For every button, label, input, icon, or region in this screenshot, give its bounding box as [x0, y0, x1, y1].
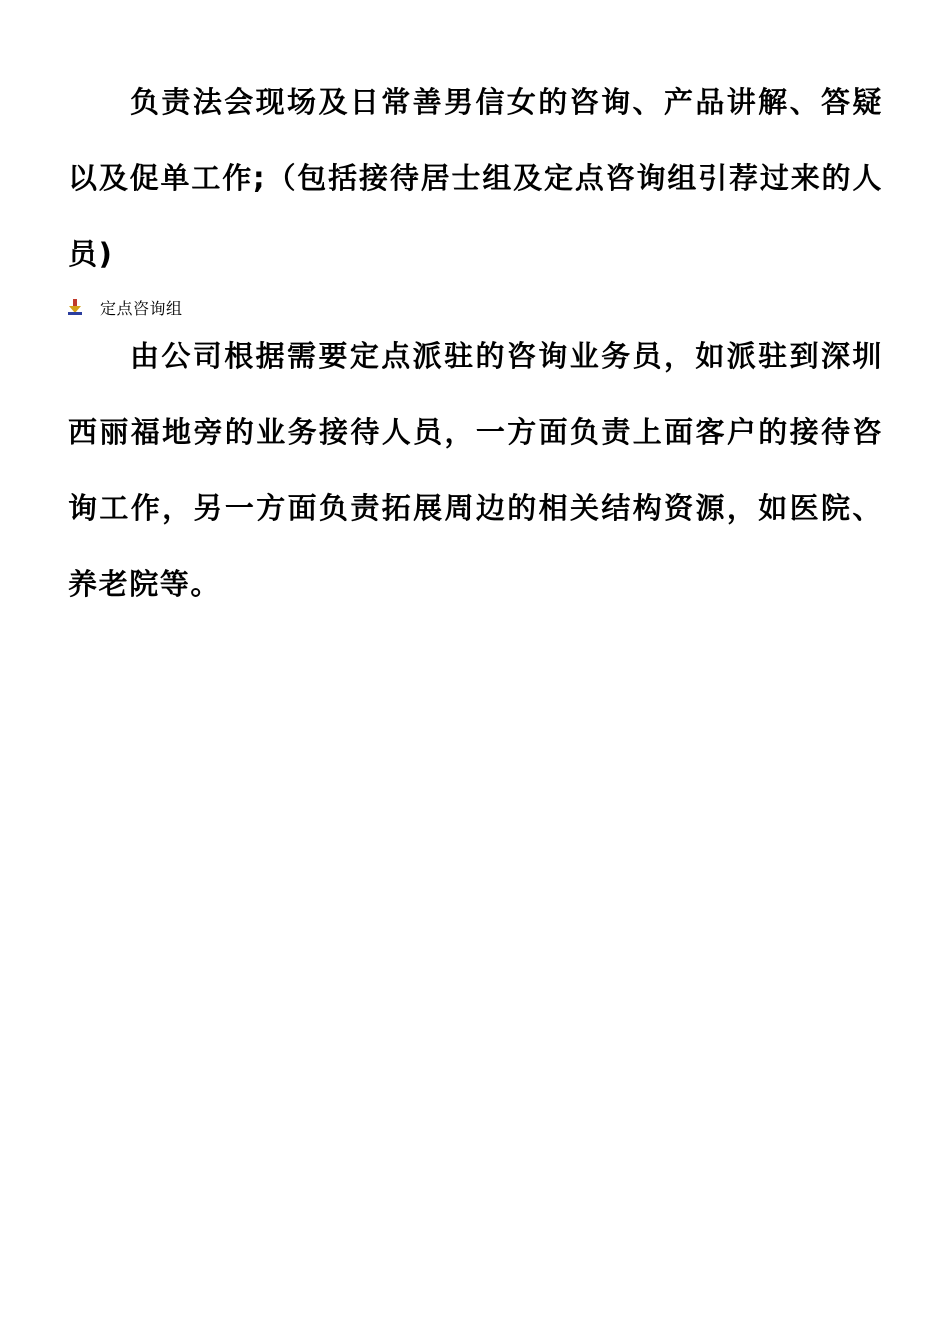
paragraph-fixed-point-duties: 由公司根据需要定点派驻的咨询业务员，如派驻到深圳西丽福地旁的业务接待人员，一方面负责上面客户的接待咨询工作，另一方面负责拓展周边的相关结构资源，如医院、养老院等。 [68, 339, 883, 601]
paragraph-reception-duties: 负责法会现场及日常善男信女的咨询、产品讲解、答疑以及促单工作;（包括接待居士组及定点咨询组引荐过来的人员) [68, 85, 883, 271]
section-heading-fixed-point-consulting: 定点咨询组 [100, 298, 183, 318]
section-heading-row [68, 294, 183, 320]
colored-arrow-bullet-icon [68, 299, 82, 315]
